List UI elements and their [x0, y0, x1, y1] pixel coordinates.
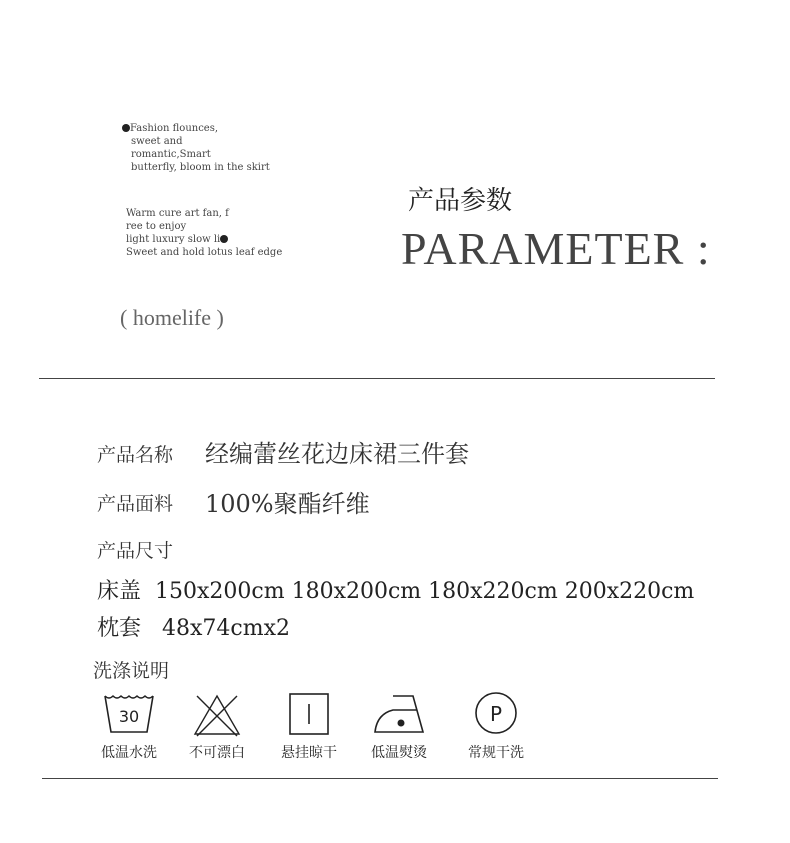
top-divider: [39, 378, 715, 379]
care-label: 常规干洗: [468, 745, 524, 761]
pillow-label: 枕套: [97, 616, 142, 641]
intro-line: butterfly, bloom in the skirt: [131, 162, 270, 173]
pillow-size-row: [97, 611, 290, 642]
care-instructions-label: 洗涤说明: [93, 660, 170, 682]
size-label: 产品尺寸: [97, 540, 174, 562]
care-item-low-iron: [368, 692, 430, 762]
bottom-divider: [42, 778, 718, 779]
care-label: 悬挂晾干: [281, 745, 337, 761]
bullet-dot-icon: [220, 235, 228, 243]
bedcover-label: 床盖: [97, 579, 142, 604]
care-item-wash: [98, 692, 160, 762]
low-iron-icon: [371, 692, 427, 738]
dry-clean-p-icon: [468, 692, 524, 738]
hang-dry-icon: [281, 692, 337, 738]
dry-clean-letter: P: [489, 702, 503, 726]
care-item-dry-clean: [465, 692, 527, 762]
intro-line: Fashion flounces,: [130, 123, 219, 134]
intro-line: Sweet and hold lotus leaf edge: [126, 247, 283, 258]
care-label: 低温熨烫: [371, 745, 427, 761]
section-title-en: PARAMETER :: [401, 223, 711, 274]
material-value: 100%聚酯纤维: [205, 490, 370, 518]
section-title-cn: 产品参数: [408, 186, 513, 216]
care-item-no-bleach: [186, 692, 248, 762]
no-bleach-icon: [189, 692, 245, 738]
bedcover-size-row: [97, 574, 694, 605]
care-label: 低温水洗: [101, 745, 157, 761]
product-name-label: 产品名称: [97, 444, 174, 466]
bullet-dot-icon: [122, 124, 130, 132]
intro-line: ree to enjoy: [126, 221, 187, 232]
intro-line: sweet and: [131, 136, 183, 147]
care-item-hang-dry: [278, 692, 340, 762]
material-label: 产品面料: [97, 493, 174, 515]
bedcover-sizes: 150x200cm 180x200cm 180x220cm 200x220cm: [155, 579, 695, 604]
intro-line: light luxury slow li: [126, 234, 221, 245]
wash-temperature: 30: [118, 707, 140, 726]
care-label: 不可漂白: [189, 745, 245, 761]
intro-line: romantic,Smart: [131, 149, 211, 160]
intro-line: Warm cure art fan, f: [126, 208, 229, 219]
wash-30-icon: [101, 692, 157, 738]
intro-block-1: [122, 122, 270, 174]
homelife-tag: ( homelife ): [120, 305, 224, 330]
pillow-size: 48x74cmx2: [162, 616, 290, 641]
intro-block-2: [126, 207, 282, 259]
product-name-value: 经编蕾丝花边床裙三件套: [205, 440, 469, 468]
